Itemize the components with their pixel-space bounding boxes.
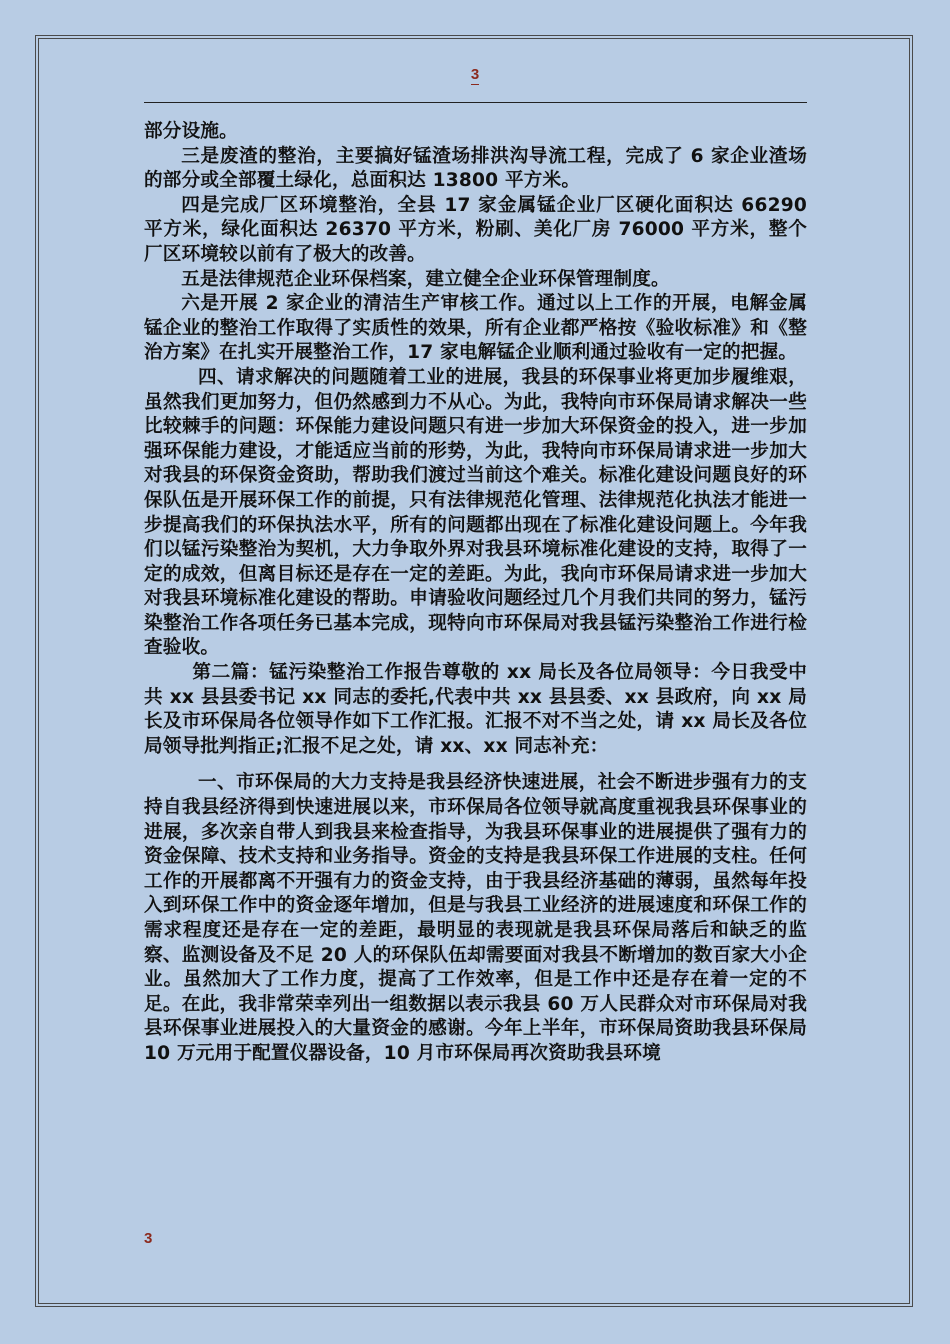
paragraph: 部分设施。 xyxy=(144,121,238,142)
header-page-number-text: 3 xyxy=(470,66,480,83)
paragraph: 第二篇：锰污染整治工作报告尊敬的 xx 局长及各位局领导：今日我受中共 xx 县县委书记 xx 同志的委托,代表中共 xx 县县委、xx 县政府，向 xx 局长及市环保局各位领导作如下工作汇报。汇报不对不当之处，请 xx 局长及各位局领导批判指正;汇报不足之处，请 xx、xx 同志补充： xyxy=(144,662,807,757)
header-page-number xyxy=(0,66,950,83)
paragraph: 五是法律规范企业环保档案，建立健全企业环保管理制度。 xyxy=(181,268,670,290)
footer-page-number: 3 xyxy=(144,1230,153,1247)
paragraph: 四是完成厂区环境整治，全县 17 家金属锰企业厂区硬化面积达 66290 平方米，绿化面积达 26370 平方米，粉刷、美化厂房 76000 平方米，整个厂区环境较以前有了极大的改善。 xyxy=(144,194,807,265)
paragraph: 四、请求解决的问题随着工业的进展，我县的环保事业将更加步履维艰，虽然我们更加努力，但仍然感到力不从心。为此，我特向市环保局请求解决一些比较棘手的问题：环保能力建设问题只有进一步加大环保资金的投入，进一步加强环保能力建设，才能适应当前的形势，为此，我特向市环保局请求进一步加大对我县的环保资金资助，帮助我们渡过当前这个难关。标准化建设问题良好的环保队伍是开展环保工作的前提，只有法律规范化管理、法律规范化执法才能进一步提高我们的环保执法水平，所有的问题都出现在了标准化建设问题上。今年我们以锰污染整治为契机，大力争取外界对我县环境标准化建设的支持，取得了一定的成效，但离目标还是存在一定的差距。为此，我向市环保局请求进一步加大对我县环境标准化建设的帮助。申请验收问题经过几个月我们共同的努力，锰污染整治工作各项任务已基本完成，现特向市环保局对我县锰污染整治工作进行检查验收。 xyxy=(144,366,807,659)
header-rule xyxy=(144,102,807,103)
paragraph: 一、市环保局的大力支持是我县经济快速进展，社会不断进步强有力的支持自我县经济得到快速进展以来，市环保局各位领导就高度重视我县环保事业的进展，多次亲自带人到我县来检查指导，为我县环保事业的进展提供了强有力的资金保障、技术支持和业务指导。资金的支持是我县环保工作进展的支柱。任何工作的开展都离不开强有力的资金支持，由于我县经济基础的薄弱，虽然每年投入到环保工作中的资金逐年增加，但是与我县工业经济的进展速度和环保工作的需求程度还是存在一定的差距，最明显的表现就是我县环保局落后和缺乏的监察、监测设备及不足 20 人的环保队伍却需要面对我县不断增加的数百家大小企业。虽然加大了工作力度，提高了工作效率，但是工作中还是存在着一定的不足。在此，我非常荣幸列出一组数据以表示我县 60 万人民群众对市环保局对我县环保事业进展投入的大量资金的感谢。今年上半年，市环保局资助我县环保局 10 万元用于配置仪器设备，10 月市环保局再次资助我县环境 xyxy=(144,772,807,1064)
paragraph: 六是开展 2 家企业的清洁生产审核工作。通过以上工作的开展，电解金属锰企业的整治工作取得了实质性的效果，所有企业都严格按《验收标准》和《整治方案》在扎实开展整治工作，17 家电解锰企业顺利通过验收有一定的把握。 xyxy=(144,293,807,364)
document-body xyxy=(144,120,807,1067)
paragraph: 三是废渣的整治，主要搞好锰渣场排洪沟导流工程，完成了 6 家企业渣场的部分或全部覆土绿化，总面积达 13800 平方米。 xyxy=(144,145,807,192)
